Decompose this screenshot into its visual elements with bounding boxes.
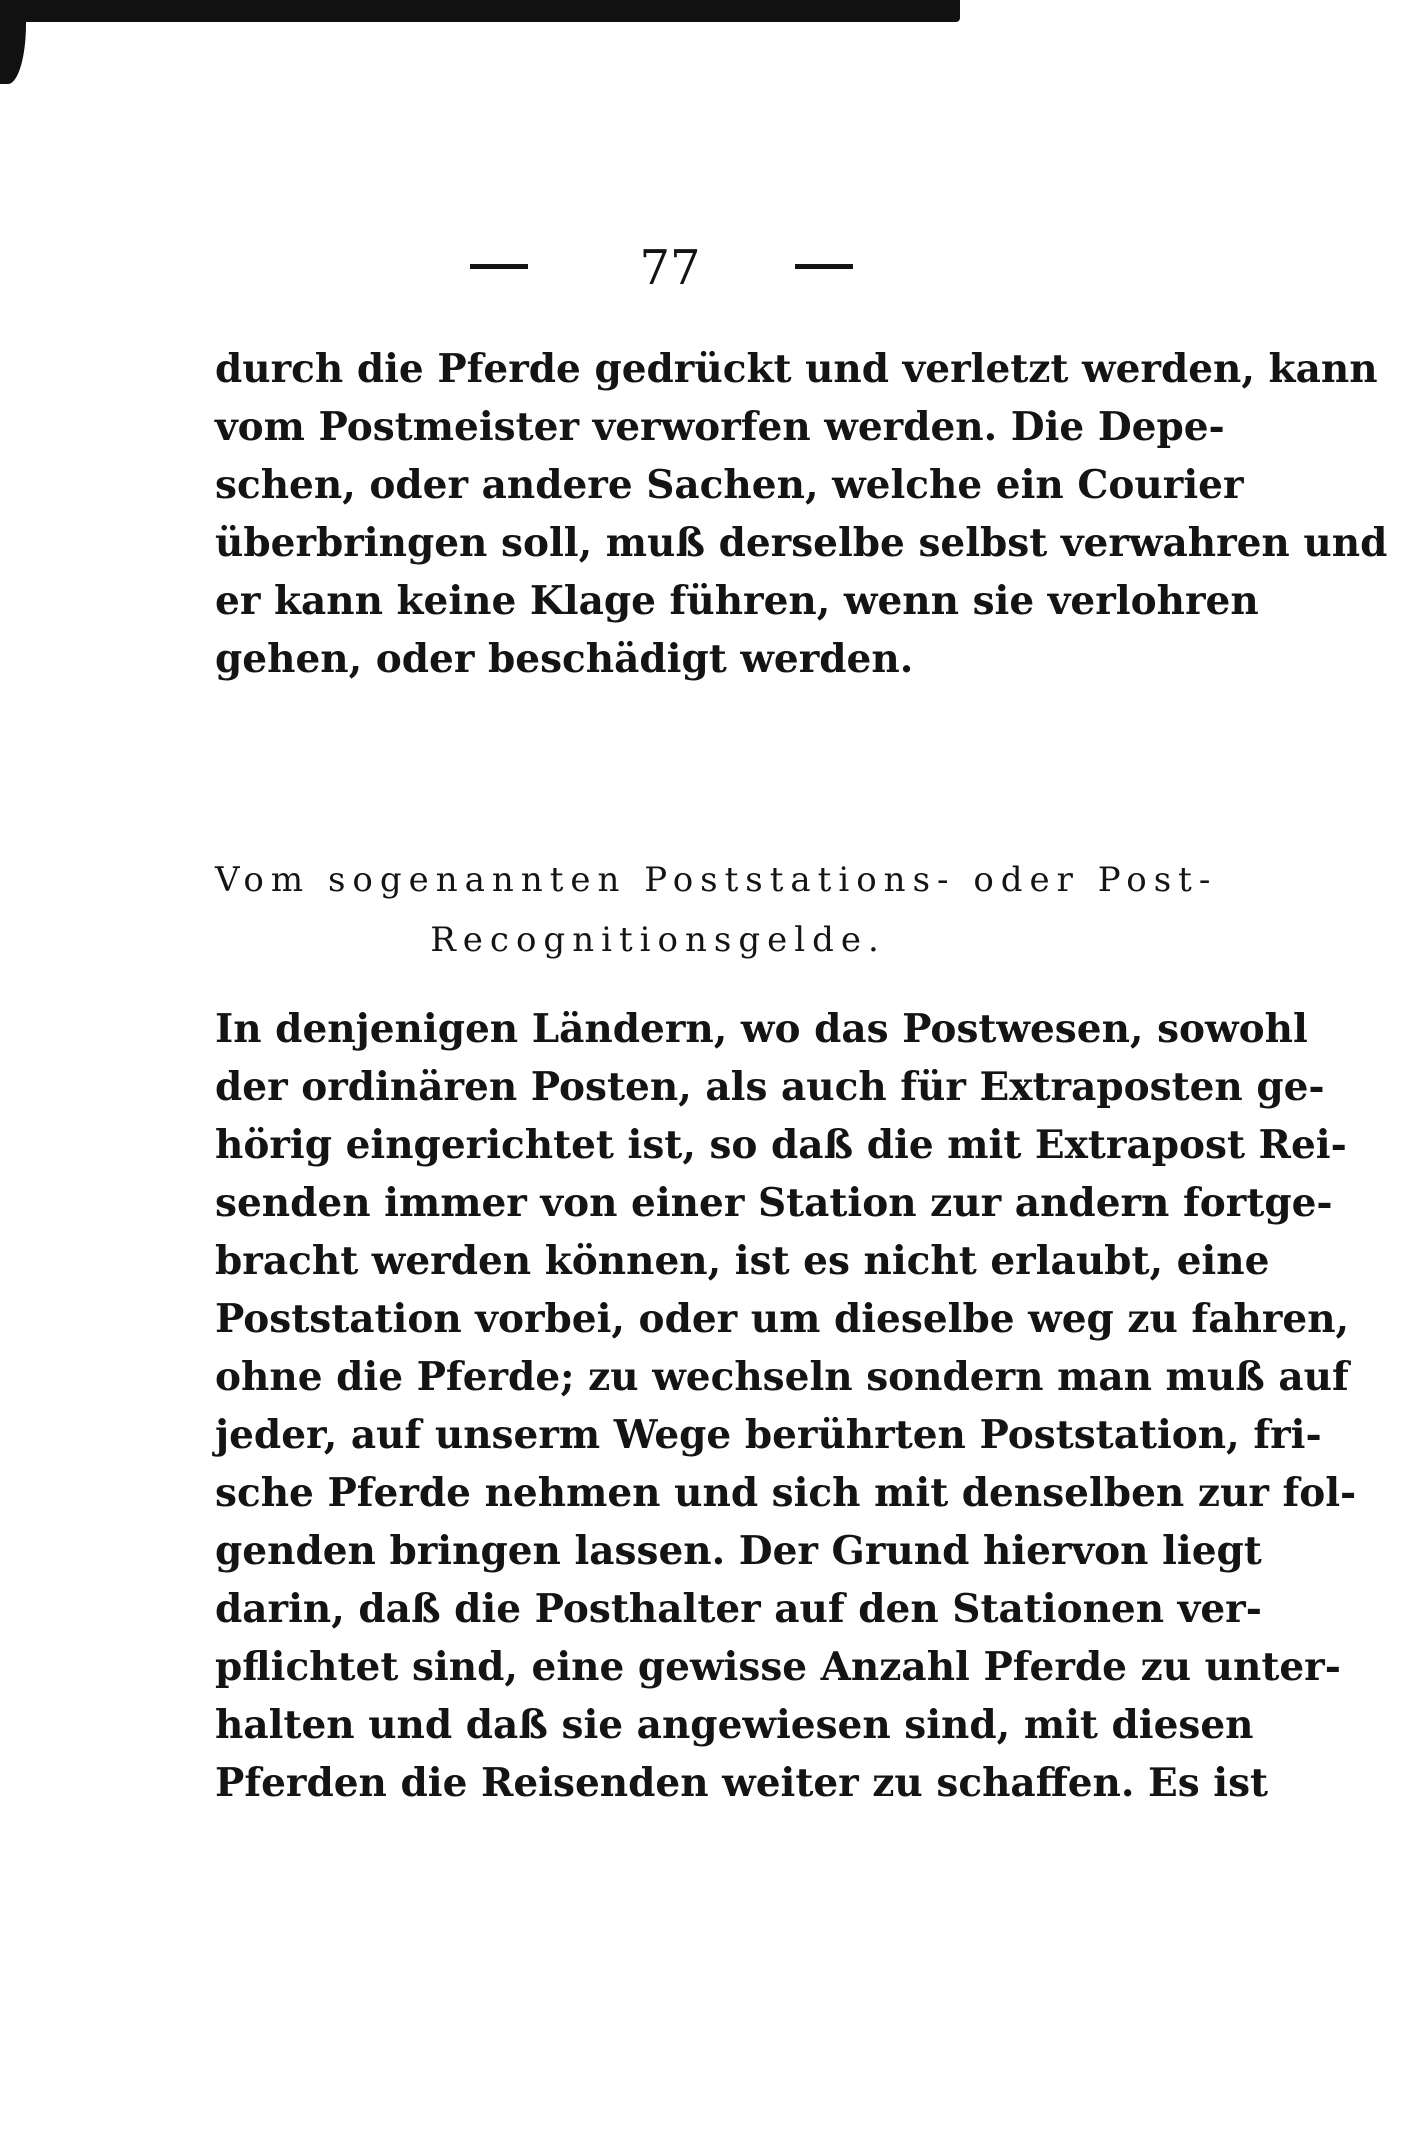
text-line: sche Pferde nehmen und sich mit denselben zur fol- [215,1470,1357,1516]
text-line: Pferden die Reisenden weiter zu schaffen. Es ist [215,1760,1269,1806]
text-line: hörig eingerichtet ist, so daß die mit Extrapost Rei- [215,1122,1347,1168]
text-line: schen, oder andere Sachen, welche ein Courier [215,462,1244,508]
paragraph-1 [215,340,1388,688]
text-line: bracht werden können, ist es nicht erlaubt, eine [215,1238,1270,1284]
text-line: ohne die Pferde; zu wechseln sondern man muß auf [215,1354,1349,1400]
text-line: genden bringen lassen. Der Grund hiervon liegt [215,1528,1262,1574]
text-line: senden immer von einer Station zur andern fortge- [215,1180,1333,1226]
text-line: er kann keine Klage führen, wenn sie verlohren [215,578,1259,624]
text-line: pflichtet sind, eine gewisse Anzahl Pferde zu unter- [215,1644,1341,1690]
text-line: In denjenigen Ländern, wo das Postwesen, sowohl [215,1006,1308,1052]
page-header [0,240,1420,300]
paragraph-2 [215,1000,1357,1812]
page-number: 77 [639,240,701,296]
header-dash-left [470,264,528,269]
text-line: der ordinären Posten, als auch für Extraposten ge- [215,1064,1325,1110]
section-heading [215,850,1218,970]
text-line: durch die Pferde gedrückt und verletzt werden, kann [215,346,1378,392]
text-line: jeder, auf unserm Wege berührten Poststation, fri- [215,1412,1322,1458]
scan-edge-bar [0,0,960,22]
header-dash-right [795,264,853,269]
text-line: darin, daß die Posthalter auf den Stationen ver- [215,1586,1262,1632]
heading-line: Vom sogenannten Poststations- oder Post- [215,860,1218,900]
text-line: Poststation vorbei, oder um dieselbe weg zu fahren, [215,1296,1350,1342]
text-line-last: gehen, oder beschädigt werden. [215,636,914,682]
heading-line: Recognitionsgelde. [430,920,886,960]
text-line: vom Postmeister verworfen werden. Die Depe- [215,404,1225,450]
text-line: halten und daß sie angewiesen sind, mit diesen [215,1702,1254,1748]
text-line: überbringen soll, muß derselbe selbst verwahren und [215,520,1388,566]
scan-edge-notch [0,0,26,84]
